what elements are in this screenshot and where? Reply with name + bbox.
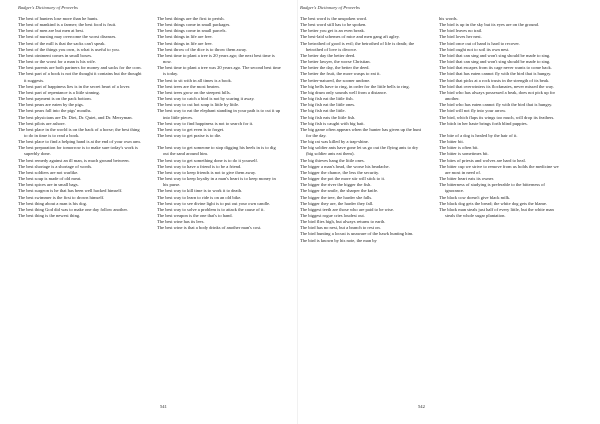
proverb-entry: The big fish is caught with big bait. <box>300 120 365 126</box>
proverb-entry: The bigger they are, the harder they fall. <box>300 200 374 206</box>
proverb-entry: The black man steals just half of every little, but the white man steals the whole sugar plantation. <box>439 206 554 218</box>
proverb-entry: The best physicians are Dr. Diet, Dr. Quiet, and Dr. Merryman. <box>18 114 133 120</box>
running-head-left: Badger's Dictionary of Proverbs <box>18 5 78 10</box>
proverb-entry: The best parents are both partners for money and sacks for the corn. <box>18 65 142 71</box>
proverb-entry: The big bells have to ring, in order for the little bells to ring. <box>300 83 410 89</box>
proverb-entry: The better you get is an even break. <box>300 28 365 34</box>
proverb-entry: The bird that picks at a rock trusts in the strength of its beak. <box>439 77 550 83</box>
proverb-entry: The best or the worst for a man is his wife. <box>18 59 96 65</box>
proverb-entry: The bird that has eaten cannot fly with the bird that is hungry. <box>439 71 552 77</box>
proverb-entry: The best place in the world is on the back of a horse; the best thing to do in time is to read a book. <box>18 126 140 138</box>
proverb-entry: The best of hunters lose more than he hunts. <box>18 16 99 21</box>
gutter <box>297 0 298 424</box>
proverb-entry: The bigger the chance, the less the security. <box>300 169 380 175</box>
proverb-entry: The best soldiers are not warlike. <box>18 169 79 175</box>
right-page-column-1 <box>300 16 425 244</box>
proverb-entry: The best throw of the dice is to throw them away. <box>157 46 247 52</box>
proverb-entry: The bitter heart eats its owner. <box>439 176 495 182</box>
proverb-entry: The best pears are eaten by the pigs. <box>18 102 84 108</box>
left-page-column-1 <box>18 16 143 231</box>
proverb-entry: The best thing about a man is his dog. <box>18 200 88 206</box>
proverb-entry: The best way to find happiness is not to search for it. <box>157 120 254 126</box>
proverb-entry: The bird that escapes from its cage never wants to come back. <box>439 65 552 71</box>
proverb-entry: The best way to learn to ride is on an old bike. <box>157 194 242 200</box>
proverb-entry: The best way to kill time is to work it to death. <box>157 188 243 194</box>
proverb-entry: The bird once out of hand is hard to recover. <box>439 40 520 46</box>
proverb-entry: The bigger a man's head, the worse his headache. <box>300 163 390 169</box>
proverb-entry: The big soldier ants have gone let us go out the flying ants to dry (big soldier ants eat them). <box>300 145 419 157</box>
proverb-entry: The best remedy against an ill man, is much ground between. <box>18 157 130 163</box>
proverb-entry: The best surgeon is he that has been well hacked himself. <box>18 188 123 194</box>
proverb-entry: The best way to see divine light is to put out your own candle. <box>157 200 271 206</box>
proverb-entry: The best thing God did was to make one day follow another. <box>18 206 128 212</box>
proverb-entry: The best pears fall into the pigs' mouths. <box>18 108 92 114</box>
proverb-entry: The better day the better deed. <box>300 52 356 58</box>
proverb-entry: The bird hunting a locust is unaware of the hawk hunting him. <box>300 231 414 237</box>
proverb-entry: The best way to keep friends is not to give them away. <box>157 169 256 175</box>
proverb-entry: The bird flies high, but always returns to earth. <box>300 219 386 225</box>
proverb-entry: The big drum only sounds well from a distance. <box>300 89 388 95</box>
proverb-entry: The best way to get something done is to do it yourself. <box>157 157 259 163</box>
proverb-entry: The best payment is on the pack bottom. <box>18 96 92 102</box>
proverb-entry: The best wine is that a body drinks of another man's cost. <box>157 225 262 231</box>
proverb-entry: The bites of priests and wolves are hard to heal. <box>439 157 526 163</box>
proverb-entry: The best way to have a friend is to be a friend. <box>157 163 242 169</box>
proverb-entry: The best word is the unspoken word. <box>300 16 368 21</box>
proverb-entry: The best swimmer is the first to drown himself. <box>18 194 105 200</box>
page-number-left: 541 <box>160 404 167 409</box>
proverb-entry: The best trees are the most beaten. <box>157 83 220 89</box>
proverb-entry: his words. <box>439 16 458 21</box>
proverb-entry: The best pilots are ashore. <box>18 120 66 126</box>
proverb-entry: The bitter bit. <box>439 139 464 145</box>
proverb-entry: The bird that can sing and won't sing should be made to sing. <box>439 59 551 65</box>
proverb-entry: The best things are the first to perish. <box>157 16 225 21</box>
proverb-entry: The best of men are but men at best. <box>18 28 85 34</box>
proverb-entry: The best things in life are free. <box>157 40 213 46</box>
proverb-entry: The big fish eat the little ones. <box>300 102 356 108</box>
proverb-entry: The bitch in her haste brings forth blind puppies. <box>439 120 528 126</box>
proverb-entry: The better the fruit, the more wasps to eat it. <box>300 71 381 77</box>
proverb-entry: The best time to plant a tree is 20 years ago; the next best time is now. <box>157 52 275 65</box>
proverb-entry: The bird ought not to soil its own nest. <box>439 46 510 52</box>
proverb-entry: The best way to get praise is to die. <box>157 132 222 138</box>
proverb-entry: The bird will not fly into your arrow. <box>439 108 507 114</box>
proverb-entry: The best preparation for tomorrow is to make sure today's work is superbly done. <box>18 145 138 157</box>
proverb-entry: The bird has no nest, but a branch to rest on. <box>300 225 381 231</box>
proverb-entry: The best soup is made of old meat. <box>18 176 82 182</box>
proverb-entry: The best things in life are free. <box>157 34 213 40</box>
proverb-entry: The bitter is sometimes bit. <box>439 151 489 157</box>
proverb-entry: The best-laid schemes of mice and men gang aft agley. <box>300 34 400 40</box>
proverb-entry: The betrothed of good is evil; the betrothed of life is death; the betrothed of love is divorce. <box>300 40 415 52</box>
proverb-entry: The big thieves hang the little ones. <box>300 157 365 163</box>
proverb-entry: The best time to plant a tree was 20 years ago. The second best time is today. <box>157 65 281 77</box>
proverb-entry: The biggest rogue cries loudest out. <box>300 213 365 218</box>
proverb-entry: The bitter is often bit. <box>439 145 479 151</box>
proverb-entry: The best of nursing may overcome the worst diseases. <box>18 34 117 40</box>
proverb-entry: The biggest teeth are those who are paid to be wise. <box>300 206 395 212</box>
proverb-entry: The best place to find a helping hand is at the end of your own arm. <box>18 139 141 145</box>
proverb-entry: The bigger the smile, the sharper the knife. <box>300 188 379 194</box>
proverb-entry: The big fish eat the little. <box>300 108 346 114</box>
proverb-entry: The best ointment comes in small boxes. <box>18 52 93 58</box>
proverb-entry: The best of the things you own, is what is useful to you. <box>18 46 120 52</box>
proverb-entry: The best part of a book is not the thought it contains but the thought it suggests. <box>18 71 142 83</box>
proverb-entry: The better lawyer, the worse Christian. <box>300 59 371 65</box>
proverb-entry: The bitterness of studying is preferable to the bitterness of ignorance. <box>439 182 545 194</box>
proverb-entry: The bitter cup we strive to remove from us holds the medicine we are most in need of. <box>439 163 559 175</box>
proverb-entry: The bigger the pot the more stir will stick to it. <box>300 176 385 182</box>
proverb-entry: The best of mankind is a farmer; the best food is fruit. <box>18 22 117 28</box>
page-number-right: 542 <box>418 404 425 409</box>
proverb-entry: The bird loves her nest. <box>439 34 482 40</box>
proverb-entry: The best weapon is the one that's to hand. <box>157 213 233 218</box>
proverb-entry: The best way to get someone to stop digging his heels in is to dig out the sand around him. <box>157 145 276 157</box>
right-page-column-2 <box>439 16 564 244</box>
left-page <box>18 0 302 424</box>
running-head-right: Badger's Dictionary of Proverbs <box>300 5 360 10</box>
proverb-entry: The bigger the tree, the harder she falls. <box>300 194 373 200</box>
proverb-entry: The best of the mill is that the sacks can't speak. <box>18 40 106 46</box>
proverb-entry: The best way to keep loyalty in a man's heart is to keep money in his purse. <box>157 176 276 188</box>
right-page <box>300 0 584 424</box>
proverb-entry: The best thing is the newest thing. <box>18 213 81 218</box>
proverb-entry: The best word still has to be spoken. <box>300 22 367 28</box>
proverb-entry: The best way to cut hot soup is little by little. <box>157 102 240 108</box>
proverb-entry: The bird, which flaps its wings too much, will drop its feathers. <box>439 114 555 120</box>
left-page-column-2 <box>157 16 282 231</box>
proverb-entry: The best spices are in small bags. <box>18 182 79 188</box>
proverb-entry: The bird who has eaten cannot fly with the bird that is hungry. <box>439 102 553 108</box>
proverb-entry: The bird who has always possessed a beak, does not pick up for another. <box>439 89 556 102</box>
proverb-entry: The big game often appears when the hunter has given up the hunt for the day. <box>300 126 421 138</box>
proverb-entry: The best things come in small packages. <box>157 22 231 28</box>
proverb-entry: The best wine has its lees. <box>157 219 205 225</box>
proverb-entry: The bird leaves no trail. <box>439 28 483 34</box>
proverb-entry: The bird that can sing and won't sing should be made to sing. <box>439 52 551 58</box>
proverb-entry: The bird is known by his note, the man by <box>300 237 377 243</box>
proverb-entry: The best things come in small parcels. <box>157 28 227 34</box>
proverb-entry: The black cow doesn't give black milk. <box>439 194 511 200</box>
proverb-entry: The best way to eat the elephant standing in your path is to cut it up into little pieces. <box>157 108 281 120</box>
proverb-entry: The best way to catch a bird is not by scaring it away. <box>157 96 255 102</box>
proverb-entry: The big fish eats the little fish. <box>300 114 356 120</box>
proverb-entry: The best way to solve a problem is to attack the cause of it. <box>157 206 265 212</box>
proverb-entry: The bird that overwinters its flockmates, never missed the way. <box>439 83 554 89</box>
proverb-entry: The best part of happiness lies is in the secret heart of a lover. <box>18 83 131 89</box>
proverb-entry: The best way to get even is to forget. <box>157 126 225 132</box>
proverb-entry: The better-natured, the sooner undone. <box>300 77 371 83</box>
proverb-entry: The best shortage is a shortage of words. <box>18 163 93 169</box>
proverb-entry: The bigger the river the bigger the fish. <box>300 182 372 188</box>
proverb-entry: The big rat was killed by a trap-shine. <box>300 139 369 145</box>
proverb-entry: The big fish eat the little fish. <box>300 96 354 102</box>
proverb-entry: The best part of repentance is a little sinning. <box>18 89 100 95</box>
proverb-entry: The black dog gets the bread; the white dog gets the blame. <box>439 200 548 206</box>
proverb-entry: The bite of a dog is healed by the hair of it. <box>439 132 518 138</box>
proverb-entry: The best trees grow on the steepest hills. <box>157 89 231 95</box>
proverb-entry: The better the day, the better the deed. <box>300 65 370 71</box>
proverb-entry: The bird is up in the sky but its eyes are on the ground. <box>439 22 540 28</box>
proverb-entry: The best to sit with in all times is a book. <box>157 77 232 83</box>
